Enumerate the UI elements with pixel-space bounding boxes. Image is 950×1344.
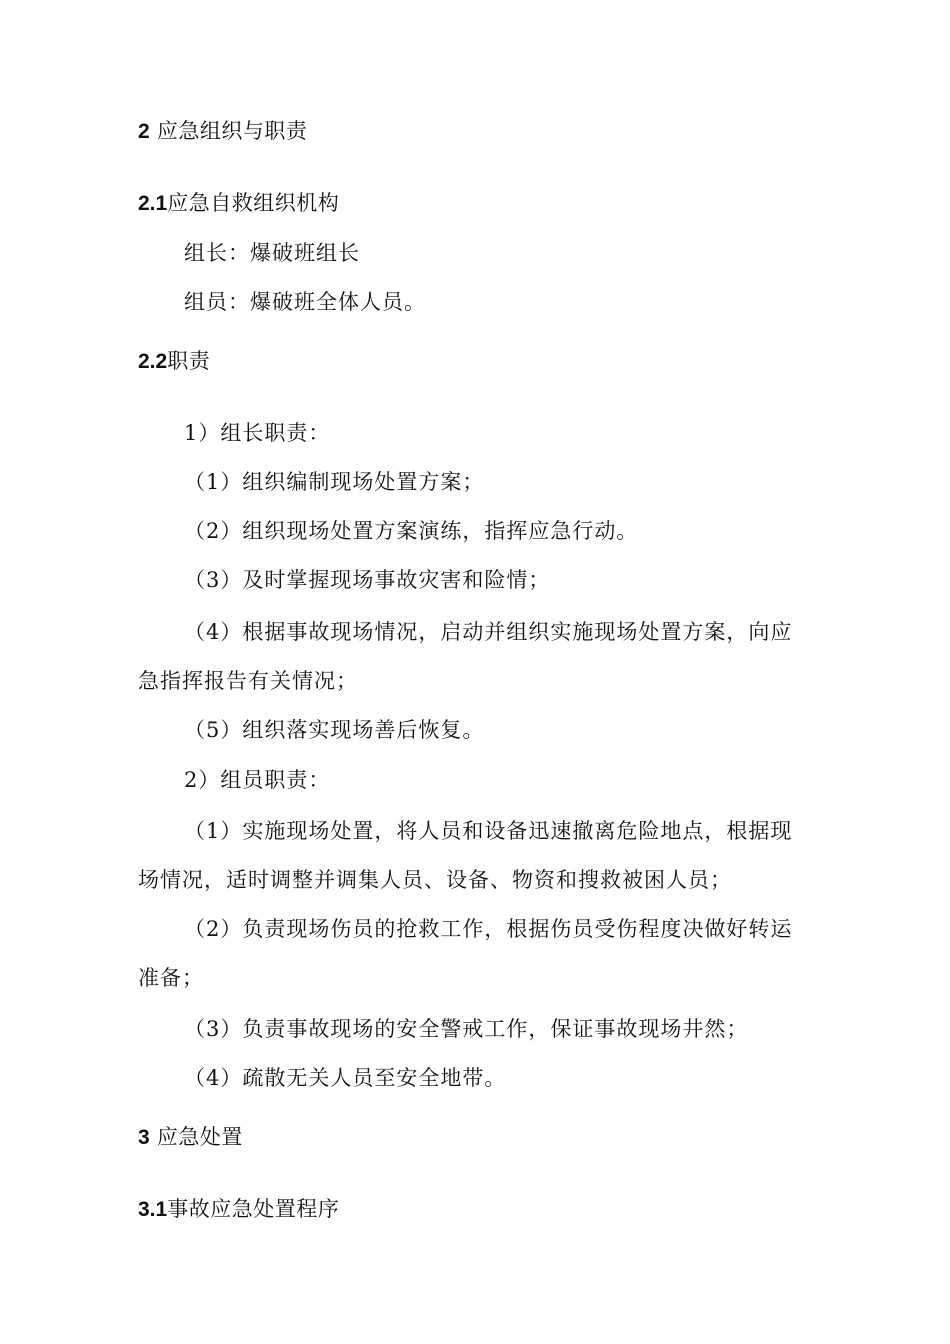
section-title: 应急组织与职责 bbox=[156, 119, 308, 143]
member-duty-item: （2）负责现场伤员的抢救工作，根据伤员受伤程度决做好转运 bbox=[184, 917, 793, 941]
leader-duty-item: （4）根据事故现场情况，启动并组织实施现场处置方案，向应 bbox=[184, 620, 793, 644]
section-number: 2 bbox=[138, 120, 150, 143]
section-title: 应急自救组织机构 bbox=[167, 191, 340, 215]
section-heading-3 bbox=[138, 1122, 243, 1153]
member-duty-item-continued: 准备； bbox=[138, 966, 204, 990]
leader-duty-item: （3）及时掌握现场事故灾害和险情； bbox=[184, 568, 551, 592]
section-title: 应急处置 bbox=[156, 1125, 243, 1149]
member-duties-heading: 2）组员职责： bbox=[184, 768, 331, 792]
section-number: 2.2 bbox=[138, 350, 168, 373]
section-heading-3-1 bbox=[138, 1194, 339, 1225]
section-number: 2.1 bbox=[138, 192, 168, 215]
member-duty-item-continued: 场情况，适时调整并调集人员、设备、物资和搜救被困人员； bbox=[138, 868, 732, 892]
section-title: 事故应急处置程序 bbox=[167, 1197, 340, 1221]
leader-duty-item: （1）组织编制现场处置方案； bbox=[184, 470, 485, 494]
member-duty-item: （4）疏散无关人员至安全地带。 bbox=[184, 1066, 507, 1090]
section-number: 3.1 bbox=[138, 1198, 168, 1221]
member-duty-item: （3）负责事故现场的安全警戒工作，保证事故现场井然； bbox=[184, 1017, 749, 1041]
leader-duty-item: （2）组织现场处置方案演练，指挥应急行动。 bbox=[184, 519, 639, 543]
leader-duty-item-continued: 急指挥报告有关情况； bbox=[138, 669, 358, 693]
leader-duties-heading: 1）组长职责： bbox=[184, 421, 331, 445]
leader-duty-item: （5）组织落实现场善后恢复。 bbox=[184, 718, 485, 742]
section-title: 职责 bbox=[167, 349, 211, 373]
org-leader: 组长：爆破班组长 bbox=[184, 241, 360, 265]
section-heading-2 bbox=[138, 116, 307, 147]
section-number: 3 bbox=[138, 1126, 150, 1149]
member-duty-item: （1）实施现场处置，将人员和设备迅速撤离危险地点，根据现 bbox=[184, 819, 793, 843]
section-heading-2-2 bbox=[138, 346, 210, 377]
section-heading-2-1 bbox=[138, 188, 339, 219]
org-members: 组员：爆破班全体人员。 bbox=[184, 290, 426, 314]
